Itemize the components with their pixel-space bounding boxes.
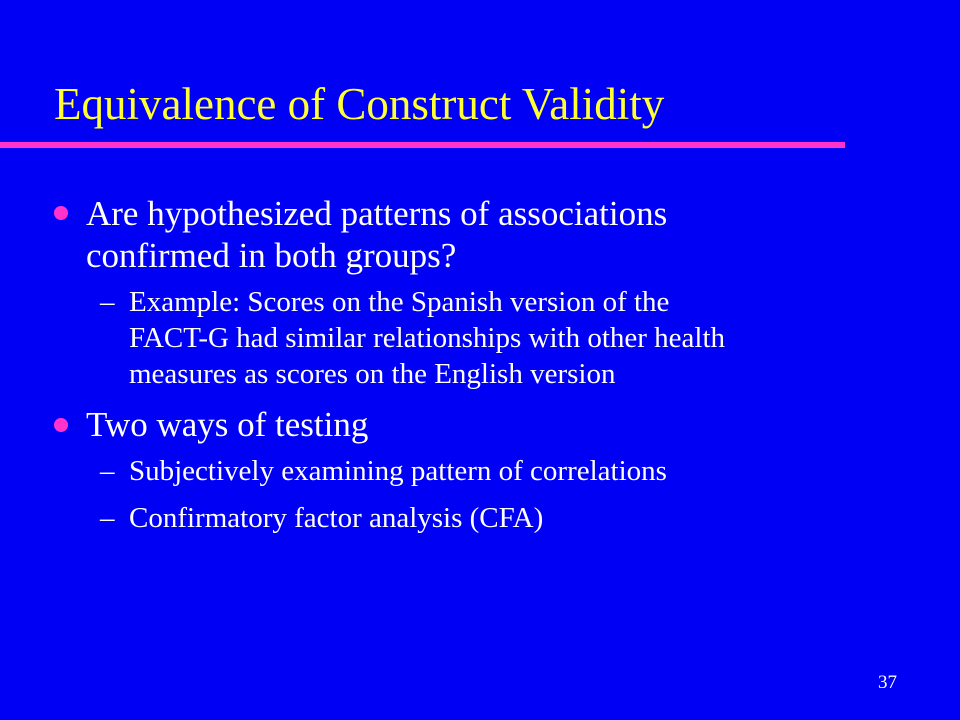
bullet-text-line: Are hypothesized patterns of associations [86,194,668,233]
sub-bullet-text-line: measures as scores on the English version [129,358,616,390]
sub-bullet-text-line: Confirmatory factor analysis (CFA) [129,502,544,534]
sub-bullet-text-line: Example: Scores on the Spanish version of the [129,286,670,318]
bullet-marker [54,418,68,432]
sub-bullet-text-line: FACT-G had similar relationships with other health [129,322,726,354]
page-number: 37 [878,672,897,693]
sub-bullet-text-line: Subjectively examining pattern of correlations [129,455,667,487]
slide-title: Equivalence of Construct Validity [54,79,665,129]
sub-bullet-dash: – [100,455,115,487]
title-underline [0,142,845,148]
bullet-marker [54,206,68,220]
bullet-text-line: confirmed in both groups? [86,236,457,275]
bullet-text-line: Two ways of testing [86,405,369,444]
sub-bullet-dash: – [100,502,115,534]
sub-bullet-dash: – [100,286,115,318]
